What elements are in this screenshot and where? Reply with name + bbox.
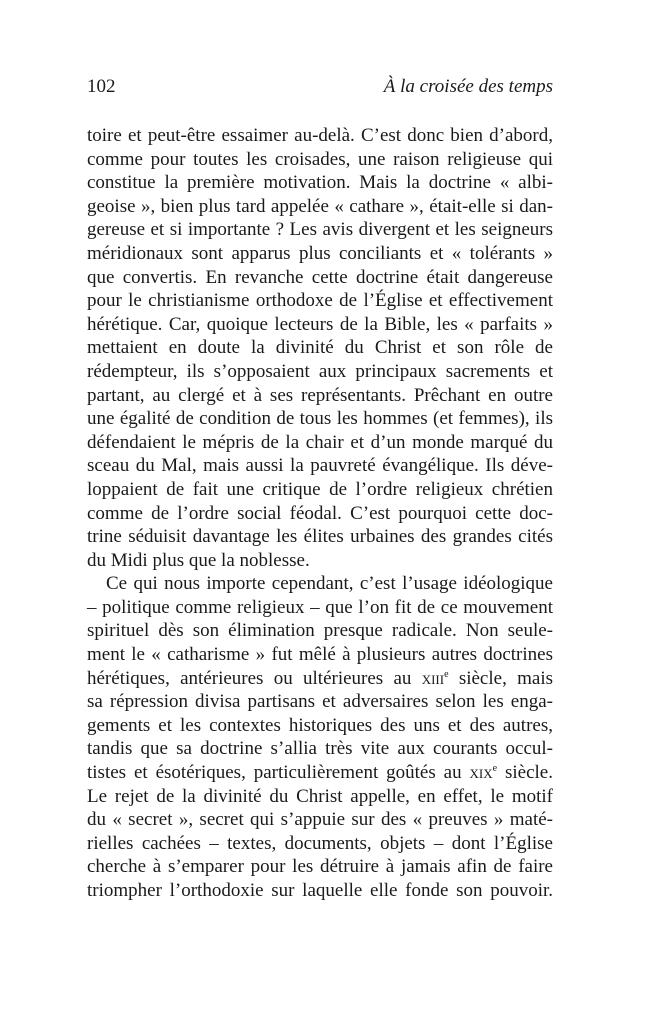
text-line: une égalité de condition de tous les hommes (et femmes), ils xyxy=(87,408,553,430)
text-line xyxy=(87,761,553,785)
text-line: du « secret », secret qui s’appuie sur des « preuves » maté- xyxy=(87,809,553,831)
text-line: loppaient de fait une critique de l’ordre religieux chrétien xyxy=(87,478,553,500)
book-page xyxy=(87,0,553,1021)
text-line: hérétique. Car, quoique lecteurs de la Bible, les « parfaits » xyxy=(87,313,553,335)
text-line: Ce qui nous importe cependant, c’est l’usage idéologique xyxy=(106,573,553,595)
text-line: comme pour toutes les croisades, une raison religieuse qui xyxy=(87,148,553,170)
century-numeral: xiii xyxy=(421,667,445,689)
text-line: sceau du Mal, mais aussi la pauvreté évangélique. Ils déve- xyxy=(87,455,553,477)
text-line: pour le christianisme orthodoxe de l’Église et effectivement xyxy=(87,290,553,312)
text-line: que convertis. En revanche cette doctrine était dangereuse xyxy=(87,266,553,288)
text-line: comme de l’ordre social féodal. C’est pourquoi cette doc- xyxy=(87,502,553,524)
text-line: toire et peut-être essaimer au-delà. C’est donc bien d’abord, xyxy=(87,125,553,146)
text-fragment: siècle. xyxy=(497,762,553,784)
text-line: trine séduisit davantage les élites urbaines des grandes cités xyxy=(87,526,553,548)
text-line: partant, au clergé et à ses représentants. Prêchant en outre xyxy=(87,384,553,406)
text-line: gements et les contextes historiques des uns et des autres, xyxy=(87,714,553,736)
text-fragment: hérétiques, antérieures ou ultérieures au xyxy=(87,667,422,689)
text-fragment: tistes et ésotériques, particulièrement goûtés au xyxy=(87,762,470,784)
text-line: gereuse et si importante ? Les avis divergent et les seigneurs xyxy=(87,219,553,241)
paragraph-2 xyxy=(87,572,553,902)
text-line: Le rejet de la divinité du Christ appelle, en effet, le motif xyxy=(87,785,553,807)
paragraph-1 xyxy=(87,124,553,572)
text-line: – politique comme religieux – que l’on fit de ce mouvement xyxy=(87,596,553,618)
text-line: ment le « catharisme » fut mêlé à plusieurs autres doctrines xyxy=(87,644,553,666)
text-line: constitue la première motivation. Mais la doctrine « albi- xyxy=(87,172,553,194)
text-line: cherche à s’emparer pour les détruire à jamais afin de faire xyxy=(87,856,553,878)
text-line: geoise », bien plus tard appelée « cathare », était-elle si dan- xyxy=(87,195,553,217)
text-line: tandis que sa doctrine s’allia très vite aux courants occul- xyxy=(87,738,553,760)
century-numeral: xix xyxy=(469,762,493,784)
text-fragment: siècle, mais xyxy=(448,667,553,689)
text-line: rielles cachées – textes, documents, objets – dont l’Église xyxy=(87,832,553,854)
century-superscript: e xyxy=(444,668,449,680)
page-number: 102 xyxy=(87,76,116,97)
text-line: sa répression divisa partisans et adversaires selon les enga- xyxy=(87,691,553,713)
text-line: défendaient le mépris de la chair et d’un monde marqué du xyxy=(87,431,553,453)
text-line: spirituel dès son élimination presque radicale. Non seule- xyxy=(87,620,553,642)
running-title: À la croisée des temps xyxy=(383,76,553,97)
text-line: rédempteur, ils s’opposaient aux principaux sacrements et xyxy=(87,360,553,382)
body-text xyxy=(87,124,553,903)
century-superscript: e xyxy=(492,763,498,775)
text-line: triompher l’orthodoxie sur laquelle elle fonde son pouvoir. xyxy=(87,880,553,901)
text-line xyxy=(87,667,553,691)
running-header xyxy=(87,76,553,102)
text-line: mettaient en doute la divinité du Christ et son rôle de xyxy=(87,337,553,359)
text-line: méridionaux sont apparus plus conciliants et « tolérants » xyxy=(87,242,553,264)
text-line: du Midi plus que la noblesse. xyxy=(87,549,310,571)
